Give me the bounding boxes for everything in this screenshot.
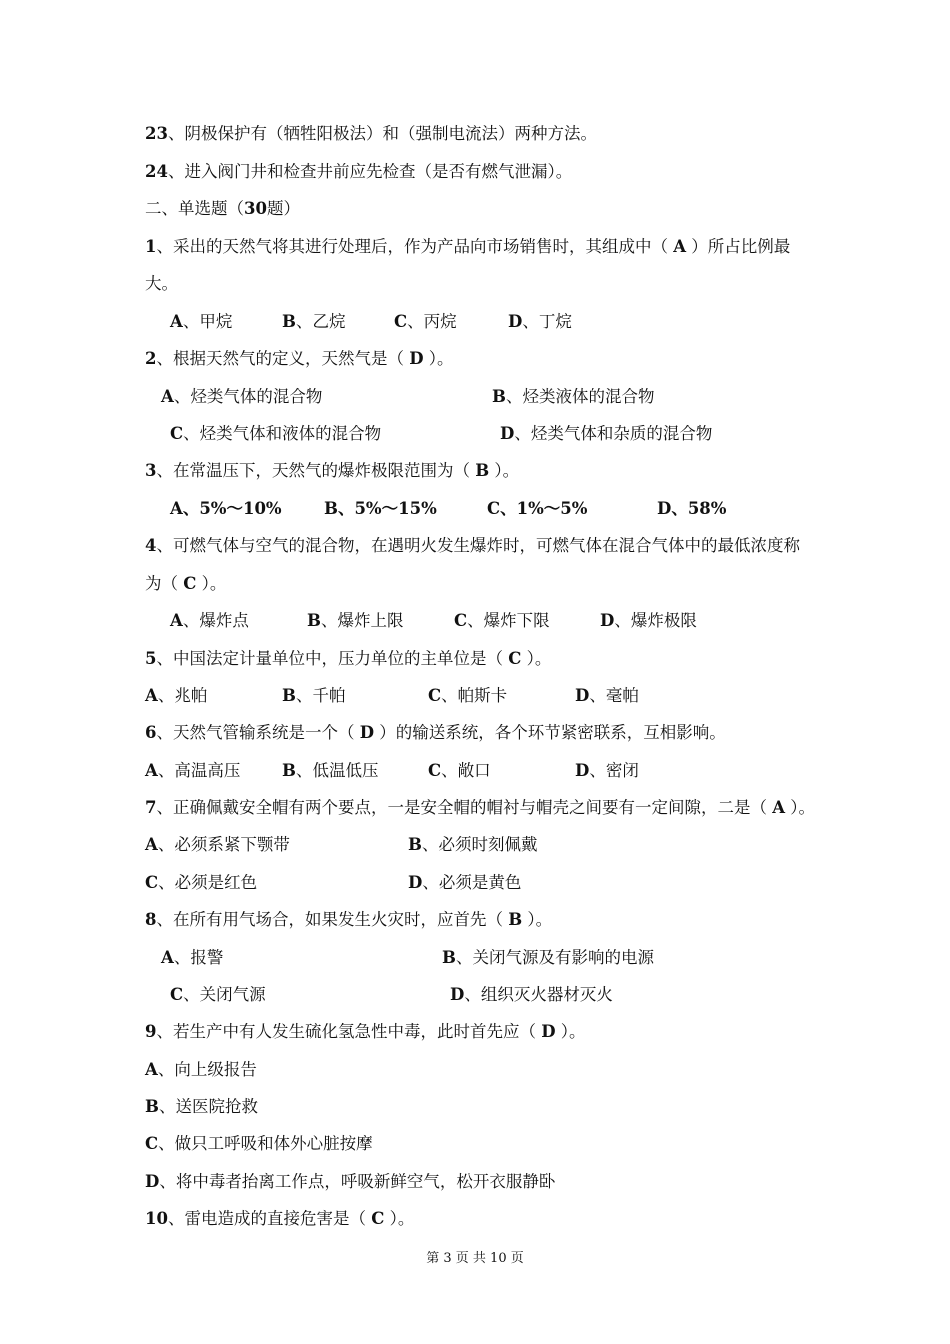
option-letter: B <box>307 611 321 630</box>
question-text-end: ）。 <box>521 649 552 668</box>
option-text: 、千帕 <box>295 686 346 705</box>
answer: D <box>541 1022 556 1041</box>
question-number: 24 <box>145 162 168 181</box>
option-text: 、低温低压 <box>295 761 379 780</box>
option-a <box>145 835 290 855</box>
question-9 <box>145 1022 586 1042</box>
answer: B <box>475 461 490 480</box>
option-d <box>500 424 712 444</box>
option-letter: D <box>508 312 523 331</box>
answer: D <box>359 723 375 742</box>
option-text: 、丁烷 <box>522 312 572 331</box>
option-text: 、毫帕 <box>589 686 639 705</box>
option-b <box>307 611 403 631</box>
option-letter: B <box>282 312 296 331</box>
answer: B <box>508 910 523 929</box>
option-b <box>282 312 345 332</box>
answer: D <box>409 349 424 368</box>
question-text-end: ）。 <box>555 1022 586 1041</box>
question-number: 23 <box>145 124 168 143</box>
option-letter: D <box>600 611 615 630</box>
option-c <box>428 761 491 781</box>
option-b <box>282 761 378 781</box>
option-letter: B <box>282 761 296 780</box>
option-b <box>492 387 654 407</box>
question-text: 、天然气管输系统是一个（ <box>156 723 360 742</box>
option-text: 、兆帕 <box>157 686 208 705</box>
question-text: 、根据天然气的定义，天然气是（ <box>156 349 410 368</box>
question-text: 、阴极保护有（牺牲阳极法）和（强制电流法）两种方法。 <box>167 124 597 143</box>
option-text: 、高温高压 <box>157 761 241 780</box>
option-text: 、必须时刻佩戴 <box>421 835 538 854</box>
option-b <box>282 686 345 706</box>
option-text: 、58% <box>671 499 727 518</box>
section-heading <box>145 199 300 219</box>
section-count: 30 <box>244 199 267 218</box>
page-footer: 第 3 页 共 10 页 <box>426 1251 524 1266</box>
option-text: 、做只工呼吸和体外心脏按摩 <box>158 1134 373 1153</box>
option-c <box>428 686 507 706</box>
option-a <box>161 387 322 407</box>
option-d <box>657 499 726 519</box>
question-number: 2 <box>145 349 157 368</box>
option-d <box>450 985 613 1005</box>
option-text: 、组织灭火器材灭火 <box>464 985 613 1004</box>
question-text: 、中国法定计量单位中，压力单位的主单位是（ <box>156 649 509 668</box>
option-a <box>170 499 282 519</box>
question-number: 1 <box>145 237 157 256</box>
question-10 <box>145 1209 414 1229</box>
option-text: 、甲烷 <box>182 312 233 331</box>
question-number: 7 <box>145 798 157 817</box>
option-d <box>600 611 697 631</box>
question-text: 、若生产中有人发生硫化氢急性中毒，此时首先应（ <box>156 1022 542 1041</box>
option-letter: C <box>145 873 159 892</box>
option-text: 、烃类气体和杂质的混合物 <box>514 424 713 443</box>
option-text: 、烃类气体的混合物 <box>173 387 323 406</box>
option-letter: D <box>450 985 465 1004</box>
option-b <box>324 499 437 519</box>
option-text: 、爆炸下限 <box>467 611 550 630</box>
question-number: 9 <box>145 1022 157 1041</box>
option-letter: A <box>145 1060 158 1079</box>
option-letter: A <box>145 761 158 780</box>
question-number: 5 <box>145 649 157 668</box>
question-4-continued <box>145 574 226 594</box>
option-text: 、1%～5% <box>500 499 588 518</box>
option-letter: A <box>170 499 183 518</box>
option-text: 、送医院抢救 <box>158 1097 258 1116</box>
option-d <box>575 686 639 706</box>
option-text: 、必须系紧下颚带 <box>157 835 290 854</box>
option-letter: C <box>145 1134 159 1153</box>
question-4 <box>145 536 800 556</box>
option-c <box>454 611 550 631</box>
option-b <box>145 1097 258 1117</box>
option-letter: C <box>487 499 501 518</box>
option-text: 、帕斯卡 <box>441 686 508 705</box>
option-d <box>508 312 572 332</box>
option-d <box>145 1172 555 1192</box>
option-letter: B <box>492 387 506 406</box>
option-text: 、爆炸上限 <box>320 611 404 630</box>
option-letter: D <box>657 499 672 518</box>
option-text: 、5%～10% <box>182 499 282 518</box>
option-letter: C <box>454 611 468 630</box>
option-c <box>145 873 257 893</box>
answer: A <box>772 798 786 817</box>
option-b <box>442 948 654 968</box>
question-text: 、正确佩戴安全帽有两个要点，一是安全帽的帽衬与帽壳之间要有一定间隙，二是（ <box>156 798 773 817</box>
question-7 <box>145 798 815 818</box>
option-letter: A <box>161 387 174 406</box>
option-text: 、烃类气体和液体的混合物 <box>183 424 382 443</box>
option-d <box>575 761 639 781</box>
question-5 <box>145 649 551 669</box>
option-c <box>145 1134 373 1154</box>
option-c <box>487 499 587 519</box>
option-letter: C <box>428 686 442 705</box>
option-text: 、烃类液体的混合物 <box>505 387 655 406</box>
question-text-end: ）所占比例最 <box>686 237 791 256</box>
answer: A <box>673 237 687 256</box>
question-8 <box>145 910 552 930</box>
question-text-end: ）。 <box>522 910 553 929</box>
question-text-end: ）。 <box>489 461 520 480</box>
option-letter: D <box>500 424 515 443</box>
option-b <box>408 835 537 855</box>
answer: C <box>183 574 197 593</box>
option-a <box>145 761 240 781</box>
question-number: 4 <box>145 536 157 555</box>
option-text: 、敞口 <box>441 761 491 780</box>
option-letter: B <box>282 686 296 705</box>
option-text: 、向上级报告 <box>157 1060 257 1079</box>
option-letter: B <box>408 835 422 854</box>
option-c <box>170 424 381 444</box>
question-24 <box>145 162 572 182</box>
question-1 <box>145 237 790 257</box>
question-text: 、可燃气体与空气的混合物，在遇明火发生爆炸时，可燃气体在混合气体中的最低浓度称 <box>156 536 800 555</box>
option-text: 、必须是红色 <box>158 873 258 892</box>
option-text: 、丙烷 <box>407 312 457 331</box>
option-letter: A <box>145 835 158 854</box>
option-letter: A <box>170 611 183 630</box>
answer: C <box>371 1209 385 1228</box>
question-text: 为（ <box>145 574 184 593</box>
option-letter: A <box>145 686 158 705</box>
option-text: 、关闭气源 <box>183 985 266 1004</box>
question-text-end: ）。 <box>384 1209 415 1228</box>
question-number: 8 <box>145 910 157 929</box>
option-letter: D <box>575 686 590 705</box>
question-text: 、在所有用气场合，如果发生火灾时，应首先（ <box>156 910 509 929</box>
option-letter: C <box>428 761 442 780</box>
option-letter: B <box>145 1097 159 1116</box>
question-text: 、雷电造成的直接危害是（ <box>167 1209 372 1228</box>
section-title: 二、单选题（ <box>145 199 244 218</box>
question-2 <box>145 349 454 369</box>
question-text: 、进入阀门井和检查井前应先检查（是否有燃气泄漏）。 <box>167 162 573 181</box>
option-a <box>145 686 207 706</box>
question-text-end: ）。 <box>785 798 816 817</box>
option-a <box>170 312 232 332</box>
option-letter: D <box>408 873 423 892</box>
option-text: 、爆炸点 <box>182 611 249 630</box>
option-text: 、5%～15% <box>337 499 437 518</box>
option-letter: C <box>170 424 184 443</box>
option-c <box>394 312 457 332</box>
answer: C <box>508 649 522 668</box>
question-text-end: ）的输送系统，各个环节紧密联系，互相影响。 <box>374 723 726 742</box>
question-text: 、采出的天然气将其进行处理后，作为产品向市场销售时，其组成中（ <box>156 237 674 256</box>
option-text: 、必须是黄色 <box>422 873 522 892</box>
option-letter: A <box>161 948 174 967</box>
option-text: 、密闭 <box>589 761 639 780</box>
option-a <box>170 611 249 631</box>
option-letter: C <box>394 312 408 331</box>
option-letter: B <box>324 499 338 518</box>
option-text: 、将中毒者抬离工作点，呼吸新鲜空气，松开衣服静卧 <box>159 1172 556 1191</box>
option-letter: D <box>575 761 590 780</box>
question-text-end: ）。 <box>196 574 227 593</box>
option-a <box>161 948 223 968</box>
option-text: 、报警 <box>173 948 224 967</box>
question-6 <box>145 723 726 743</box>
option-c <box>170 985 266 1005</box>
option-letter: D <box>145 1172 160 1191</box>
option-a <box>145 1060 257 1080</box>
section-suffix: 题） <box>266 199 300 218</box>
option-d <box>408 873 521 893</box>
question-number: 6 <box>145 723 157 742</box>
question-23 <box>145 124 597 144</box>
option-letter: B <box>442 948 456 967</box>
option-text: 、爆炸极限 <box>614 611 697 630</box>
option-letter: A <box>170 312 183 331</box>
option-text: 、乙烷 <box>295 312 346 331</box>
option-letter: C <box>170 985 184 1004</box>
question-number: 3 <box>145 461 157 480</box>
option-text: 、关闭气源及有影响的电源 <box>455 948 654 967</box>
question-3 <box>145 461 519 481</box>
question-number: 10 <box>145 1209 168 1228</box>
question-1-continued: 大。 <box>145 274 178 293</box>
question-text: 、在常温压下，天然气的爆炸极限范围为（ <box>156 461 476 480</box>
question-text-end: ）。 <box>423 349 454 368</box>
